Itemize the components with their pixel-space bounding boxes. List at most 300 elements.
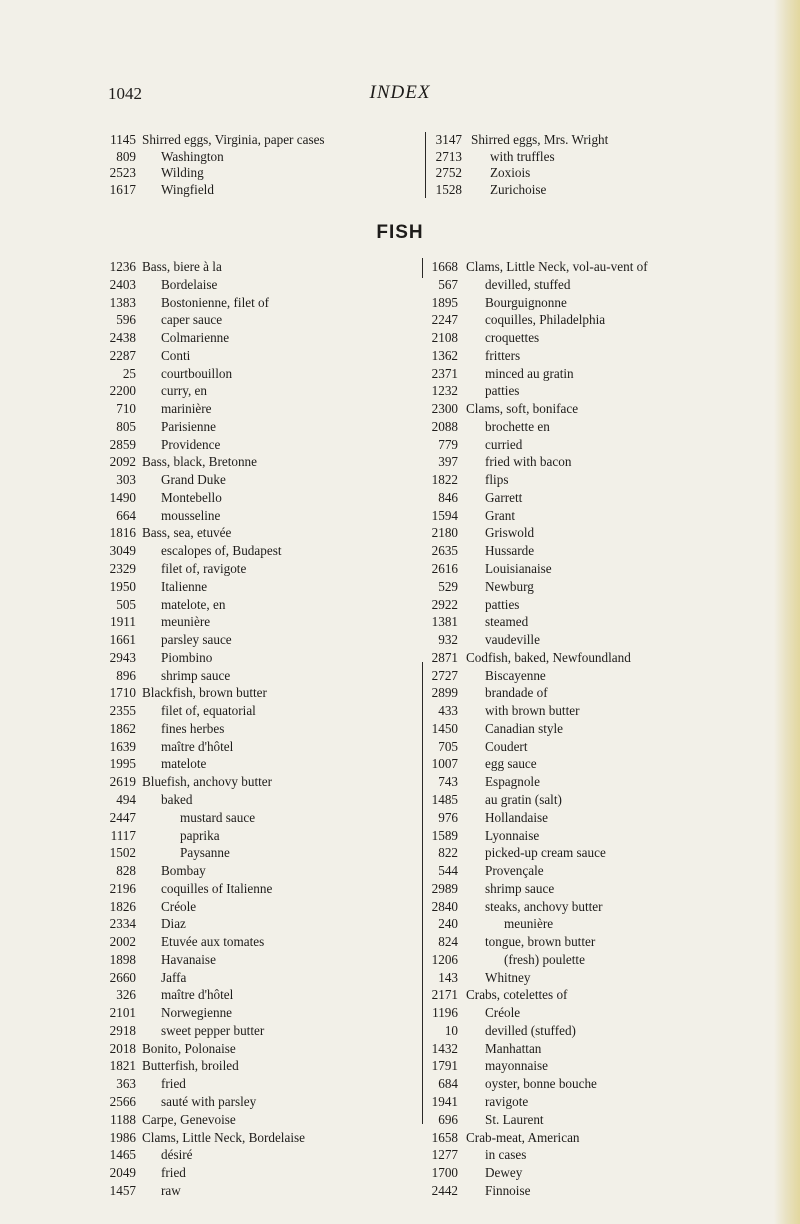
recipe-name: egg sauce: [485, 756, 537, 772]
index-entry: [428, 915, 758, 933]
index-entry: [106, 1022, 416, 1040]
recipe-name: Codfish, baked, Newfoundland: [466, 649, 631, 665]
recipe-number: 2752: [435, 165, 462, 181]
index-entry: [428, 329, 758, 347]
recipe-number: 2092: [109, 454, 136, 470]
recipe-number: 1465: [109, 1147, 136, 1163]
index-entry: [106, 738, 416, 756]
column-divider-top: [422, 258, 423, 278]
recipe-name: maître d'hôtel: [161, 987, 234, 1003]
index-entry: [106, 809, 416, 827]
recipe-number: 2371: [431, 365, 458, 381]
recipe-number: 2329: [109, 561, 136, 577]
recipe-name: in cases: [485, 1147, 527, 1163]
recipe-number: 505: [116, 596, 136, 612]
recipe-name: escalopes of, Budapest: [161, 543, 282, 559]
index-entry: [428, 1093, 758, 1111]
recipe-number: 1791: [431, 1058, 458, 1074]
recipe-number: 1898: [109, 951, 136, 967]
index-entry: [106, 507, 416, 525]
recipe-number: 1381: [431, 614, 458, 630]
index-entry: [428, 365, 758, 383]
recipe-name: Montebello: [161, 489, 222, 505]
index-entry: [428, 1040, 758, 1058]
recipe-number: 2727: [431, 667, 458, 683]
index-entry: [106, 489, 416, 507]
recipe-number: 2018: [109, 1040, 136, 1056]
recipe-number: 10: [444, 1022, 458, 1038]
recipe-name: Conti: [161, 347, 191, 363]
recipe-name: Providence: [161, 436, 221, 452]
recipe-name: Norwegienne: [161, 1005, 233, 1021]
index-entry: [106, 684, 416, 702]
index-entry: [428, 1004, 758, 1022]
index-entry: [106, 149, 416, 166]
recipe-number: 2002: [109, 934, 136, 950]
recipe-number: 2899: [431, 685, 458, 701]
index-entry: [428, 844, 758, 862]
recipe-name: raw: [161, 1182, 181, 1198]
recipe-number: 2171: [431, 987, 458, 1003]
recipe-name: Bass, sea, etuvée: [142, 525, 232, 541]
recipe-name: au gratin (salt): [485, 791, 562, 807]
recipe-name: brandade of: [485, 685, 548, 701]
index-entry: [106, 1164, 416, 1182]
recipe-name: maître d'hôtel: [161, 738, 234, 754]
recipe-number: 2438: [109, 330, 136, 346]
recipe-name: Hussarde: [485, 543, 535, 559]
recipe-number: 433: [438, 703, 458, 719]
recipe-number: 1450: [431, 720, 458, 736]
index-entry: [106, 418, 416, 436]
index-entry: [106, 667, 416, 685]
index-entry: [106, 915, 416, 933]
recipe-name: Hollandaise: [485, 809, 548, 825]
recipe-name: mousseline: [161, 507, 221, 523]
recipe-name: with brown butter: [485, 703, 580, 719]
recipe-number: 494: [116, 791, 136, 807]
index-entry: [428, 560, 758, 578]
index-entry: [106, 165, 416, 182]
index-entry: [428, 720, 758, 738]
recipe-number: 822: [438, 845, 458, 861]
recipe-number: 25: [122, 365, 136, 381]
index-entry: [106, 933, 416, 951]
recipe-name: flips: [485, 472, 509, 488]
recipe-number: 240: [438, 916, 458, 932]
recipe-name: caper sauce: [161, 312, 223, 328]
recipe-number: 1816: [109, 525, 136, 541]
index-entry: [428, 524, 758, 542]
index-entry: [428, 649, 758, 667]
recipe-name: Provençale: [485, 863, 544, 879]
recipe-number: 710: [116, 401, 136, 417]
index-entry: [106, 1040, 416, 1058]
recipe-number: 2442: [431, 1182, 458, 1198]
index-entry: [428, 311, 758, 329]
index-entry: [106, 969, 416, 987]
index-entry: [106, 347, 416, 365]
index-entry: [106, 294, 416, 312]
index-entry: [428, 453, 758, 471]
index-entry: [432, 182, 732, 199]
recipe-name: Bass, black, Bretonne: [142, 454, 257, 470]
recipe-number: 1700: [431, 1165, 458, 1181]
recipe-name: sweet pepper butter: [161, 1022, 265, 1038]
recipe-number: 846: [438, 489, 458, 505]
recipe-name: Bombay: [161, 863, 206, 879]
continued-entries-left: [106, 132, 416, 198]
index-entry: [106, 258, 416, 276]
recipe-name: meunière: [504, 916, 554, 932]
index-entry: [106, 1075, 416, 1093]
index-entry: [106, 649, 416, 667]
recipe-number: 1822: [431, 472, 458, 488]
recipe-number: 529: [438, 578, 458, 594]
index-entry: [428, 347, 758, 365]
recipe-number: 1528: [435, 181, 462, 197]
recipe-number: 2101: [109, 1005, 136, 1021]
index-entry: [428, 862, 758, 880]
index-entry: [432, 132, 732, 149]
recipe-number: 1196: [432, 1005, 458, 1021]
index-entry: [428, 613, 758, 631]
recipe-name: ravigote: [485, 1093, 529, 1109]
index-entry: [106, 542, 416, 560]
recipe-number: 2180: [431, 525, 458, 541]
recipe-number: 696: [438, 1111, 458, 1127]
recipe-number: 2355: [109, 703, 136, 719]
recipe-number: 2918: [109, 1022, 136, 1038]
recipe-number: 1895: [431, 294, 458, 310]
recipe-name: Zurichoise: [490, 181, 547, 197]
recipe-number: 1594: [431, 507, 458, 523]
recipe-name: picked-up cream sauce: [485, 845, 606, 861]
index-entry: [106, 1146, 416, 1164]
index-entry: [106, 524, 416, 542]
recipe-name: paprika: [180, 827, 220, 843]
index-entry: [428, 1164, 758, 1182]
index-column-right: [428, 258, 758, 1200]
recipe-number: 1617: [109, 181, 136, 197]
index-entry: [428, 1057, 758, 1075]
recipe-name: Washington: [161, 148, 224, 164]
index-entry: [428, 542, 758, 560]
recipe-number: 1668: [431, 259, 458, 274]
index-entry: [106, 382, 416, 400]
recipe-number: 2403: [109, 276, 136, 292]
recipe-name: shrimp sauce: [485, 880, 555, 896]
recipe-name: Wingfield: [161, 181, 214, 197]
recipe-name: fried: [161, 1165, 186, 1181]
index-entry: [106, 453, 416, 471]
index-entry: [428, 436, 758, 454]
index-entry: [106, 827, 416, 845]
recipe-number: 2859: [109, 436, 136, 452]
recipe-name: Havanaise: [161, 951, 216, 967]
index-entry: [106, 560, 416, 578]
recipe-name: St. Laurent: [485, 1111, 544, 1127]
index-entry: [106, 311, 416, 329]
running-head: INDEX: [369, 82, 431, 103]
recipe-name: croquettes: [485, 330, 540, 346]
recipe-number: 1432: [431, 1040, 458, 1056]
recipe-name: Bluefish, anchovy butter: [142, 774, 273, 790]
index-entry: [428, 1129, 758, 1147]
recipe-number: 2635: [431, 543, 458, 559]
index-entry: [432, 149, 732, 166]
recipe-name: oyster, bonne bouche: [485, 1076, 597, 1092]
recipe-name: Garrett: [485, 489, 523, 505]
recipe-name: coquilles of Italienne: [161, 880, 273, 896]
recipe-number: 1995: [109, 756, 136, 772]
recipe-name: (fresh) poulette: [504, 951, 585, 967]
recipe-number: 1383: [109, 294, 136, 310]
index-entry: [428, 1022, 758, 1040]
recipe-number: 2200: [109, 383, 136, 399]
recipe-name: Crab-meat, American: [466, 1129, 580, 1145]
recipe-name: Shirred eggs, Virginia, paper cases: [142, 132, 325, 147]
recipe-number: 1941: [431, 1093, 458, 1109]
recipe-number: 2871: [431, 649, 458, 665]
recipe-number: 3049: [109, 543, 136, 559]
recipe-number: 1007: [431, 756, 458, 772]
recipe-number: 2088: [431, 418, 458, 434]
recipe-name: mayonnaise: [485, 1058, 548, 1074]
index-entry: [106, 898, 416, 916]
index-entry: [106, 365, 416, 383]
recipe-number: 1658: [431, 1129, 458, 1145]
recipe-name: Colmarienne: [161, 330, 230, 346]
recipe-name: Newburg: [485, 578, 534, 594]
index-entry: [428, 1075, 758, 1093]
recipe-name: fines herbes: [161, 720, 225, 736]
recipe-name: Clams, Little Neck, Bordelaise: [142, 1129, 305, 1145]
continued-entries-right: [425, 132, 732, 198]
recipe-name: Bass, biere à la: [142, 259, 222, 274]
recipe-number: 1232: [431, 383, 458, 399]
index-entry: [428, 702, 758, 720]
recipe-number: 809: [116, 148, 136, 164]
index-entry: [428, 382, 758, 400]
recipe-number: 1862: [109, 720, 136, 736]
recipe-number: 2566: [109, 1093, 136, 1109]
recipe-name: filet of, ravigote: [161, 561, 247, 577]
recipe-name: Wilding: [161, 165, 204, 181]
recipe-name: Lyonnaise: [485, 827, 540, 843]
recipe-name: steamed: [485, 614, 529, 630]
index-entry: [106, 702, 416, 720]
index-entry: [428, 1182, 758, 1200]
index-entry: [428, 827, 758, 845]
index-entry: [106, 436, 416, 454]
recipe-name: Grant: [485, 507, 516, 523]
recipe-number: 1821: [109, 1058, 136, 1074]
recipe-number: 1485: [431, 791, 458, 807]
recipe-name: coquilles, Philadelphia: [485, 312, 606, 328]
recipe-name: sauté with parsley: [161, 1093, 257, 1109]
index-entry: [428, 969, 758, 987]
recipe-number: 544: [438, 863, 458, 879]
recipe-number: 1145: [110, 132, 136, 147]
index-entry: [106, 182, 416, 199]
index-entry: [106, 986, 416, 1004]
recipe-number: 1277: [431, 1147, 458, 1163]
index-entry: [428, 400, 758, 418]
recipe-number: 1911: [110, 614, 136, 630]
recipe-number: 1986: [109, 1129, 136, 1145]
index-entry: [428, 684, 758, 702]
index-entry: [106, 880, 416, 898]
index-entry: [106, 791, 416, 809]
recipe-number: 2713: [435, 148, 462, 164]
index-entry: [106, 1093, 416, 1111]
recipe-name: meunière: [161, 614, 211, 630]
recipe-name: Zoxiois: [490, 165, 531, 181]
recipe-name: fried: [161, 1076, 186, 1092]
recipe-name: Piombino: [161, 649, 213, 665]
recipe-name: Diaz: [161, 916, 186, 932]
recipe-name: curried: [485, 436, 523, 452]
page-edge-discoloration: [774, 0, 800, 1224]
recipe-name: shrimp sauce: [161, 667, 231, 683]
recipe-number: 1661: [109, 632, 136, 648]
index-entry: [106, 755, 416, 773]
recipe-name: Blackfish, brown butter: [142, 685, 267, 701]
recipe-name: Manhattan: [485, 1040, 542, 1056]
index-entry: [428, 578, 758, 596]
recipe-name: fried with bacon: [485, 454, 572, 470]
recipe-number: 1589: [431, 827, 458, 843]
recipe-number: 2196: [109, 880, 136, 896]
recipe-name: Dewey: [485, 1165, 523, 1181]
recipe-name: Paysanne: [180, 845, 230, 861]
recipe-number: 2300: [431, 401, 458, 417]
recipe-name: vaudeville: [485, 632, 540, 648]
index-entry: [106, 631, 416, 649]
recipe-number: 2660: [109, 969, 136, 985]
recipe-number: 1362: [431, 347, 458, 363]
index-entry: [428, 596, 758, 614]
recipe-name: Biscayenne: [485, 667, 546, 683]
index-entry: [432, 165, 732, 182]
index-entry: [106, 720, 416, 738]
index-entry: [428, 755, 758, 773]
index-entry: [106, 400, 416, 418]
index-entry: [428, 791, 758, 809]
index-entry: [106, 276, 416, 294]
recipe-name: Coudert: [485, 738, 528, 754]
index-entry: [106, 951, 416, 969]
index-entry: [428, 773, 758, 791]
recipe-number: 743: [438, 774, 458, 790]
recipe-number: 1206: [431, 951, 458, 967]
index-entry: [428, 631, 758, 649]
recipe-name: matelote: [161, 756, 207, 772]
recipe-number: 1188: [110, 1111, 136, 1127]
recipe-number: 1950: [109, 578, 136, 594]
recipe-number: 1457: [109, 1182, 136, 1198]
recipe-name: Grand Duke: [161, 472, 226, 488]
index-entry: [428, 489, 758, 507]
section-title: FISH: [376, 222, 424, 243]
recipe-name: Carpe, Genevoise: [142, 1111, 236, 1127]
index-entry: [106, 1057, 416, 1075]
recipe-number: 326: [116, 987, 136, 1003]
recipe-name: fritters: [485, 347, 521, 363]
index-entry: [106, 773, 416, 791]
recipe-name: Bonito, Polonaise: [142, 1040, 236, 1056]
recipe-number: 397: [438, 454, 458, 470]
recipe-name: Clams, soft, boniface: [466, 401, 579, 417]
recipe-number: 3147: [435, 132, 462, 147]
index-column-left: [106, 258, 416, 1200]
recipe-number: 1710: [109, 685, 136, 701]
recipe-number: 567: [438, 276, 458, 292]
recipe-number: 2447: [109, 809, 136, 825]
recipe-number: 684: [438, 1076, 458, 1092]
recipe-name: Italienne: [161, 578, 208, 594]
recipe-name: Canadian style: [485, 720, 564, 736]
recipe-name: steaks, anchovy butter: [485, 898, 603, 914]
recipe-number: 824: [438, 934, 458, 950]
recipe-name: with truffles: [490, 148, 555, 164]
recipe-name: Griswold: [485, 525, 535, 541]
recipe-number: 779: [438, 436, 458, 452]
index-entry: [428, 507, 758, 525]
index-entry: [106, 578, 416, 596]
recipe-name: parsley sauce: [161, 632, 232, 648]
index-entry: [106, 596, 416, 614]
recipe-number: 1826: [109, 898, 136, 914]
recipe-number: 896: [116, 667, 136, 683]
recipe-number: 2619: [109, 774, 136, 790]
recipe-name: tongue, brown butter: [485, 934, 596, 950]
recipe-name: Jaffa: [161, 969, 187, 985]
recipe-number: 2616: [431, 561, 458, 577]
index-entry: [106, 1004, 416, 1022]
index-entry: [428, 898, 758, 916]
index-entry: [428, 471, 758, 489]
recipe-name: courtbouillon: [161, 365, 233, 381]
recipe-number: 1117: [110, 827, 136, 843]
recipe-name: mustard sauce: [180, 809, 256, 825]
recipe-number: 2840: [431, 898, 458, 914]
index-entry: [428, 951, 758, 969]
recipe-name: filet of, equatorial: [161, 703, 256, 719]
page-number: 1042: [108, 84, 142, 103]
index-entry: [106, 1129, 416, 1147]
recipe-name: Parisienne: [161, 418, 216, 434]
index-entry: [106, 132, 416, 149]
recipe-number: 828: [116, 863, 136, 879]
recipe-name: Louisianaise: [485, 561, 552, 577]
recipe-number: 976: [438, 809, 458, 825]
recipe-number: 2523: [109, 165, 136, 181]
recipe-name: Whitney: [485, 969, 531, 985]
recipe-number: 2334: [109, 916, 136, 932]
recipe-number: 2049: [109, 1165, 136, 1181]
recipe-number: 2108: [431, 330, 458, 346]
recipe-name: marinière: [161, 401, 212, 417]
recipe-name: Shirred eggs, Mrs. Wright: [471, 132, 609, 147]
index-entry: [428, 418, 758, 436]
index-entry: [428, 933, 758, 951]
index-entry: [106, 862, 416, 880]
index-entry: [106, 844, 416, 862]
recipe-name: Bordelaise: [161, 276, 218, 292]
recipe-name: Clams, Little Neck, vol-au-vent of: [466, 259, 648, 274]
